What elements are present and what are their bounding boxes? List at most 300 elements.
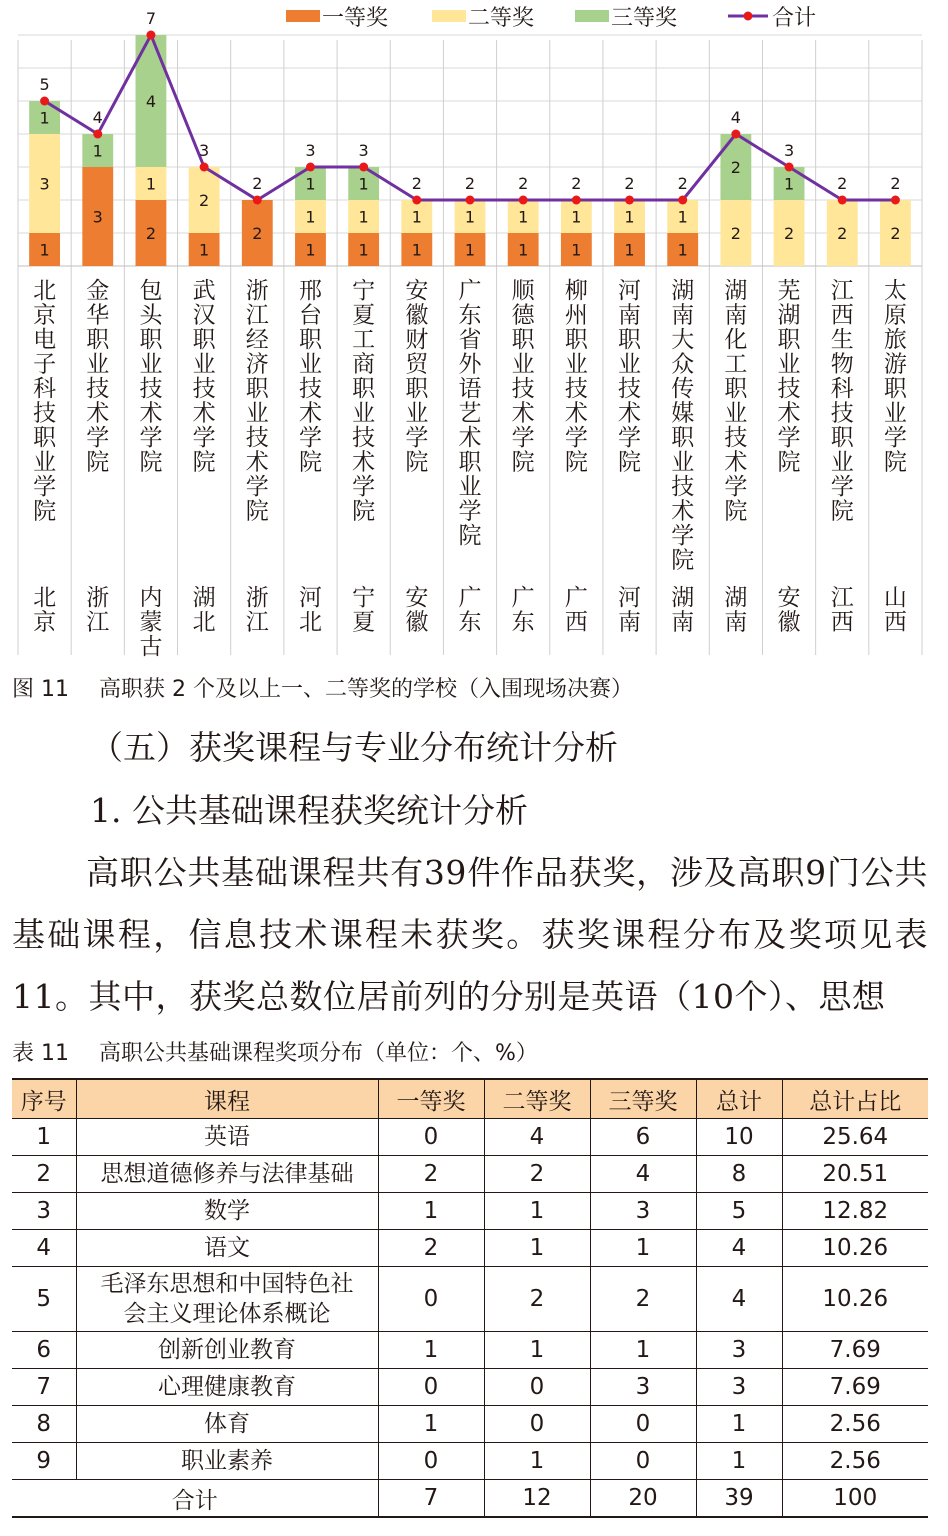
- school-label-char: 业: [86, 351, 110, 378]
- table-cell: 4: [590, 1156, 696, 1193]
- total-data-label: 4: [730, 108, 741, 127]
- school-label-char: 职: [405, 376, 429, 402]
- school-label-char: 学: [192, 425, 216, 451]
- school-label-char: 邢: [298, 278, 322, 304]
- table-cell: 20.51: [782, 1156, 928, 1193]
- school-label-char: 业: [405, 400, 429, 427]
- school-label-char: 院: [671, 547, 695, 574]
- school-label-char: 学: [86, 425, 110, 451]
- school-label-char: 顺: [511, 278, 535, 304]
- course-cell: 英语: [76, 1119, 378, 1156]
- school-label-char: 学: [564, 425, 588, 451]
- school-label-char: 术: [564, 400, 588, 427]
- table-row: [12, 1369, 928, 1406]
- table-cell: 2: [378, 1156, 484, 1193]
- table-row: [12, 1332, 928, 1369]
- school-label-char: 技: [777, 376, 801, 402]
- header-cell: 总计占比: [782, 1079, 928, 1119]
- school-label-char: 北: [33, 278, 57, 304]
- table-cell: 10: [696, 1119, 782, 1156]
- header-cell: 一等奖: [378, 1079, 484, 1119]
- header-cell: 序号: [12, 1079, 76, 1119]
- school-label-char: 技: [671, 474, 695, 500]
- total-point: [838, 196, 847, 205]
- school-label-char: 业: [883, 400, 907, 427]
- school-label-char: 安: [405, 278, 429, 304]
- province-label-char: 古: [139, 634, 163, 660]
- bar-data-label: 1: [411, 207, 422, 227]
- province-label-char: 西: [830, 609, 854, 636]
- bar-data-label: 2: [252, 224, 263, 243]
- school-label-char: 大: [671, 327, 695, 353]
- province-label-char: 浙: [245, 585, 269, 611]
- table-row: [12, 1193, 928, 1230]
- province-label-char: 河: [618, 585, 642, 611]
- table-cell: 1: [590, 1230, 696, 1267]
- legend-swatch: [432, 10, 466, 22]
- school-label-char: 学: [830, 474, 854, 500]
- school-label-char: 财: [405, 327, 429, 353]
- school-label-char: 头: [139, 302, 163, 329]
- province-label-char: 西: [883, 609, 907, 636]
- table-cell: 4: [12, 1230, 76, 1267]
- school-label-char: 众: [671, 351, 695, 378]
- province-label-char: 浙: [86, 585, 110, 611]
- table-header-row: [12, 1079, 928, 1119]
- table-cell: 1: [484, 1230, 590, 1267]
- school-label-char: 业: [352, 400, 376, 427]
- school-label-char: 徽: [405, 302, 429, 329]
- school-label-char: 职: [777, 327, 801, 353]
- total-data-label: 5: [39, 75, 50, 94]
- school-label-char: 学: [777, 425, 801, 451]
- province-label-char: 江: [245, 609, 269, 636]
- school-label-char: 院: [298, 449, 322, 476]
- school-label-char: 业: [830, 449, 854, 476]
- school-label-char: 院: [777, 449, 801, 476]
- province-label-char: 广: [511, 585, 535, 611]
- total-data-label: 3: [305, 141, 316, 160]
- school-label-char: 院: [192, 449, 216, 476]
- school-label-char: 术: [777, 400, 801, 427]
- school-label-char: 职: [298, 327, 322, 353]
- total-cell: 7: [378, 1480, 484, 1518]
- school-label-char: 业: [192, 351, 216, 378]
- table-cell: 9: [12, 1443, 76, 1480]
- province-label-char: 安: [405, 585, 429, 611]
- legend-label: 一等奖: [322, 6, 389, 31]
- school-label-char: 职: [192, 327, 216, 353]
- total-point: [40, 97, 49, 106]
- school-label-char: 学: [618, 425, 642, 451]
- table-cell: 2: [484, 1156, 590, 1193]
- bar-data-label: 1: [518, 207, 529, 227]
- school-label-char: 业: [777, 351, 801, 378]
- school-label-char: 业: [33, 449, 57, 476]
- course-cell: 体育: [76, 1406, 378, 1443]
- province-label-char: 南: [671, 609, 695, 636]
- table-cell: 4: [696, 1267, 782, 1332]
- header-cell: 课程: [76, 1079, 378, 1119]
- bar-data-label: 1: [783, 174, 795, 194]
- school-label-char: 业: [139, 351, 163, 378]
- total-cell: 20: [590, 1480, 696, 1518]
- school-label-char: 职: [86, 327, 110, 353]
- school-label-char: 江: [245, 302, 269, 329]
- school-label-char: 术: [618, 400, 642, 427]
- total-point: [572, 196, 581, 205]
- table-cell: 1: [696, 1406, 782, 1443]
- total-data-label: 2: [518, 174, 529, 193]
- figure-number: 图 11: [12, 677, 69, 702]
- school-label-char: 院: [883, 449, 907, 476]
- school-label-char: 术: [458, 425, 482, 451]
- school-label-char: 术: [298, 400, 322, 427]
- school-label-char: 西: [830, 302, 854, 329]
- school-label-char: 院: [405, 449, 429, 476]
- school-label-char: 业: [671, 449, 695, 476]
- province-label-char: 安: [777, 585, 801, 611]
- school-label-char: 湖: [724, 278, 748, 304]
- bar-data-label: 1: [411, 240, 422, 260]
- bar-data-label: 2: [783, 224, 795, 243]
- school-label-char: 台: [298, 302, 322, 329]
- bar-data-label: 1: [305, 174, 316, 194]
- bar-data-label: 2: [730, 158, 741, 177]
- total-point: [519, 196, 528, 205]
- school-label-char: 业: [511, 351, 535, 378]
- section-heading: （五）获奖课程与专业分布统计分析: [90, 728, 618, 767]
- bar-data-label: 1: [39, 108, 50, 128]
- school-label-char: 电: [33, 327, 57, 353]
- total-data-label: 2: [411, 174, 422, 193]
- school-label-char: 子: [33, 351, 57, 378]
- school-label-char: 院: [139, 449, 163, 476]
- bar-data-label: 1: [571, 240, 582, 260]
- school-label-char: 技: [830, 400, 854, 427]
- table-row: [12, 1406, 928, 1443]
- province-label-char: 蒙: [139, 609, 163, 636]
- total-cell: 合计: [12, 1480, 378, 1518]
- bar-data-label: 2: [890, 224, 901, 243]
- bar-data-label: 1: [464, 207, 476, 227]
- school-label-char: 职: [33, 425, 57, 451]
- table-cell: 0: [378, 1267, 484, 1332]
- total-data-label: 2: [677, 174, 688, 193]
- province-label-char: 江: [830, 585, 854, 611]
- school-label-char: 汉: [192, 302, 216, 329]
- table-cell: 25.64: [782, 1119, 928, 1156]
- bar-data-label: 1: [92, 141, 103, 161]
- school-label-char: 术: [86, 400, 110, 427]
- total-point: [93, 130, 102, 139]
- province-label-char: 北: [33, 585, 57, 611]
- province-label-char: 江: [86, 609, 110, 636]
- legend-swatch: [286, 10, 320, 22]
- legend-label: 二等奖: [468, 6, 535, 31]
- province-label-char: 南: [618, 609, 642, 636]
- figure-title: 高职获 2 个及以上一、二等奖的学校（入围现场决赛）: [99, 677, 633, 702]
- table-cell: 0: [484, 1369, 590, 1406]
- course-cell: 职业素养: [76, 1443, 378, 1480]
- course-cell: 毛泽东思想和中国特色社 会主义理论体系概论: [76, 1267, 378, 1332]
- school-label-char: 湖: [777, 302, 801, 329]
- school-label-char: 业: [724, 400, 748, 427]
- school-label-char: 金: [86, 278, 110, 304]
- table-cell: 1: [484, 1332, 590, 1369]
- table-cell: 3: [696, 1369, 782, 1406]
- table-cell: 7: [12, 1369, 76, 1406]
- school-label-char: 业: [458, 474, 482, 500]
- province-label-char: 广: [564, 585, 588, 611]
- school-label-char: 工: [352, 327, 376, 353]
- table-cell: 1: [484, 1193, 590, 1230]
- school-label-char: 浙: [245, 278, 269, 304]
- school-label-char: 媒: [671, 400, 695, 427]
- total-point: [678, 196, 687, 205]
- total-data-label: 2: [890, 174, 901, 193]
- province-label-char: 内: [139, 585, 163, 611]
- school-label-char: 太: [883, 278, 907, 304]
- bar-data-label: 1: [199, 240, 210, 260]
- school-label-char: 职: [564, 327, 588, 353]
- total-point: [466, 196, 475, 205]
- school-label-char: 术: [192, 400, 216, 427]
- table-row: [12, 1119, 928, 1156]
- bar-data-label: 1: [358, 240, 369, 260]
- table-cell: 1: [378, 1406, 484, 1443]
- table-cell: 5: [696, 1193, 782, 1230]
- course-cell: 数学: [76, 1193, 378, 1230]
- school-label-char: 济: [245, 351, 269, 378]
- school-label-char: 术: [671, 498, 695, 525]
- table-cell: 3: [12, 1193, 76, 1230]
- school-label-char: 职: [458, 449, 482, 476]
- school-label-char: 院: [618, 449, 642, 476]
- table-cell: 8: [12, 1406, 76, 1443]
- school-label-char: 州: [564, 302, 588, 329]
- school-label-char: 宁: [352, 278, 376, 304]
- table-cell: 1: [484, 1443, 590, 1480]
- school-label-char: 商: [352, 351, 376, 378]
- school-label-char: 学: [458, 498, 482, 525]
- course-cell: 语文: [76, 1230, 378, 1267]
- province-label-char: 夏: [352, 609, 376, 636]
- award-chart: [0, 0, 948, 660]
- legend-marker: [744, 12, 753, 21]
- table-cell: 2.56: [782, 1443, 928, 1480]
- bar-data-label: 1: [571, 207, 582, 227]
- school-label-char: 学: [33, 474, 57, 500]
- school-label-char: 学: [883, 425, 907, 451]
- header-cell: 三等奖: [590, 1079, 696, 1119]
- bar-data-label: 2: [199, 191, 210, 210]
- school-label-char: 技: [724, 425, 748, 451]
- school-label-char: 院: [245, 498, 269, 525]
- school-label-char: 职: [671, 425, 695, 451]
- total-point: [891, 196, 900, 205]
- table-row: [12, 1443, 928, 1480]
- school-label-char: 化: [724, 327, 748, 353]
- school-label-char: 职: [724, 376, 748, 402]
- total-point: [359, 163, 368, 172]
- school-label-char: 院: [564, 449, 588, 476]
- total-point: [253, 196, 262, 205]
- province-label-char: 山: [883, 585, 907, 611]
- bar-data-label: 1: [305, 207, 316, 227]
- province-label-char: 湖: [192, 585, 216, 611]
- school-label-char: 学: [671, 523, 695, 549]
- total-point: [625, 196, 634, 205]
- school-label-char: 技: [139, 376, 163, 402]
- table-cell: 3: [696, 1332, 782, 1369]
- table-cell: 4: [484, 1119, 590, 1156]
- table-cell: 10.26: [782, 1230, 928, 1267]
- total-point: [412, 196, 421, 205]
- school-label-char: 业: [564, 351, 588, 378]
- school-label-char: 院: [830, 498, 854, 525]
- school-label-char: 院: [352, 498, 376, 525]
- table-cell: 0: [484, 1406, 590, 1443]
- legend-swatch: [575, 10, 609, 22]
- school-label-char: 湖: [671, 278, 695, 304]
- table-cell: 2.56: [782, 1406, 928, 1443]
- table-row: [12, 1267, 928, 1332]
- table-cell: 7.69: [782, 1332, 928, 1369]
- school-label-char: 南: [724, 302, 748, 329]
- school-label-char: 技: [245, 425, 269, 451]
- school-label-char: 学: [405, 425, 429, 451]
- table-cell: 0: [378, 1119, 484, 1156]
- total-data-label: 3: [358, 141, 369, 160]
- table-cell: 1: [590, 1332, 696, 1369]
- total-cell: 12: [484, 1480, 590, 1518]
- school-label-char: 语: [458, 376, 482, 402]
- table-cell: 0: [590, 1443, 696, 1480]
- school-label-char: 游: [883, 351, 907, 378]
- legend-label: 三等奖: [611, 6, 678, 31]
- school-label-char: 技: [33, 400, 57, 427]
- school-label-char: 京: [33, 302, 57, 329]
- table-cell: 12.82: [782, 1193, 928, 1230]
- total-data-label: 2: [837, 174, 848, 193]
- school-label-char: 华: [86, 302, 110, 329]
- table-cell: 0: [378, 1443, 484, 1480]
- table-cell: 1: [12, 1119, 76, 1156]
- province-label-char: 京: [33, 609, 57, 636]
- total-point: [306, 163, 315, 172]
- bar-data-label: 1: [305, 240, 316, 260]
- school-label-char: 职: [139, 327, 163, 353]
- total-data-label: 2: [624, 174, 635, 193]
- course-cell: 创新创业教育: [76, 1332, 378, 1369]
- bar-data-label: 1: [677, 207, 688, 227]
- school-label-char: 术: [245, 449, 269, 476]
- school-label-char: 学: [298, 425, 322, 451]
- table-cell: 5: [12, 1267, 76, 1332]
- province-label-char: 北: [192, 609, 216, 636]
- legend-label: 合计: [772, 6, 817, 31]
- table-cell: 7.69: [782, 1369, 928, 1406]
- total-point: [200, 163, 209, 172]
- figure-caption: [12, 672, 633, 703]
- school-label-char: 院: [33, 498, 57, 525]
- school-label-char: 学: [139, 425, 163, 451]
- school-label-char: 河: [618, 278, 642, 304]
- table-cell: 1: [696, 1443, 782, 1480]
- table-total-row: [12, 1480, 928, 1518]
- school-label-char: 职: [883, 376, 907, 402]
- table-cell: 0: [590, 1406, 696, 1443]
- school-label-char: 业: [245, 400, 269, 427]
- total-point: [785, 163, 794, 172]
- table-cell: 10.26: [782, 1267, 928, 1332]
- total-cell: 100: [782, 1480, 928, 1518]
- course-cell: 心理健康教育: [76, 1369, 378, 1406]
- school-label-char: 芜: [777, 278, 801, 304]
- table-cell: 0: [378, 1369, 484, 1406]
- school-label-char: 南: [671, 302, 695, 329]
- school-label-char: 技: [192, 376, 216, 402]
- school-label-char: 柳: [564, 278, 588, 304]
- school-label-char: 技: [86, 376, 110, 402]
- bar-data-label: 3: [92, 207, 103, 227]
- school-label-char: 外: [458, 351, 482, 378]
- body-paragraph: 高职公共基础课程共有39件作品获奖，涉及高职9门公共基础课程，信息技术课程未获奖。获奖课程分布及奖项见表11。其中，获奖总数位居前列的分别是英语（10个）、思想: [12, 853, 928, 1016]
- province-label-char: 北: [298, 609, 322, 636]
- school-label-char: 院: [511, 449, 535, 476]
- school-label-char: 工: [724, 351, 748, 378]
- province-label-char: 西: [564, 609, 588, 636]
- school-label-char: 学: [352, 474, 376, 500]
- table-cell: 6: [590, 1119, 696, 1156]
- school-label-char: 夏: [352, 302, 376, 329]
- table-title: 高职公共基础课程奖项分布（单位：个、%）: [99, 1041, 538, 1066]
- total-point: [731, 130, 740, 139]
- total-data-label: 3: [783, 141, 795, 160]
- awards-table: [12, 1078, 928, 1518]
- school-label-char: 南: [618, 302, 642, 329]
- header-cell: 总计: [696, 1079, 782, 1119]
- school-label-char: 院: [86, 449, 110, 476]
- school-label-char: 经: [245, 327, 269, 353]
- table-row: [12, 1156, 928, 1193]
- bar-data-label: 2: [837, 224, 848, 243]
- school-label-char: 东: [458, 302, 482, 329]
- bar-data-label: 1: [358, 207, 369, 227]
- bar-data-label: 2: [145, 224, 157, 243]
- table-cell: 2: [590, 1267, 696, 1332]
- table-cell: 1: [378, 1193, 484, 1230]
- table-number: 表 11: [12, 1041, 69, 1066]
- school-label-char: 物: [830, 351, 854, 378]
- school-label-char: 院: [458, 523, 482, 549]
- total-point: [146, 31, 155, 40]
- province-label-char: 东: [511, 609, 535, 636]
- school-label-char: 职: [618, 327, 642, 353]
- school-label-char: 贸: [405, 351, 429, 378]
- table-cell: 2: [12, 1156, 76, 1193]
- school-label-char: 包: [139, 278, 163, 304]
- school-label-char: 术: [139, 400, 163, 427]
- bar-data-label: 1: [39, 240, 50, 260]
- school-label-char: 艺: [458, 400, 482, 427]
- school-label-char: 术: [724, 449, 748, 476]
- school-label-char: 学: [724, 474, 748, 500]
- school-label-char: 江: [830, 278, 854, 304]
- school-label-char: 职: [245, 376, 269, 402]
- school-label-char: 术: [511, 400, 535, 427]
